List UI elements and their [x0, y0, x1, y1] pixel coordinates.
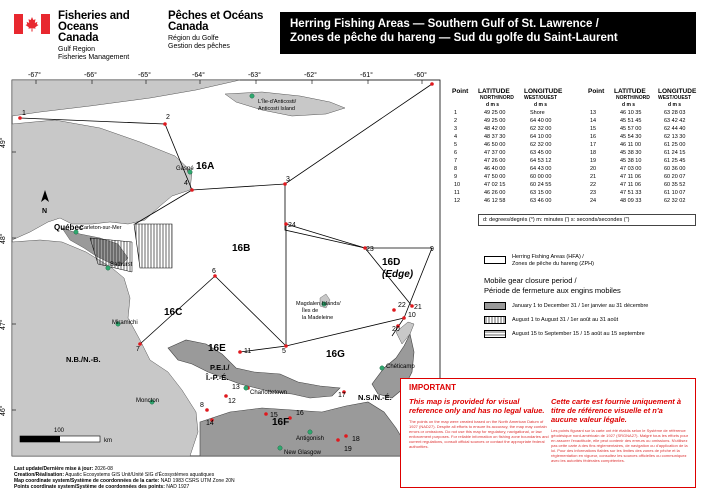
table-cell-lon: 62 32 00 — [530, 142, 552, 148]
map-title-en: Herring Fishing Areas — Southern Gulf of St. Lawrence / — [290, 18, 599, 30]
table-cell-lat: 45 54 30 — [620, 134, 642, 140]
table-cell-lon: 64 53 12 — [530, 158, 552, 164]
th-lat-right: LATITUDE — [614, 88, 646, 95]
table-cell-point: 15 — [590, 126, 597, 132]
table-cell-lat: 46 26 00 — [484, 190, 506, 196]
label-nb: N.B./N.-B. — [66, 355, 101, 364]
footer-pointscrs-value: NAD 1927 — [166, 484, 190, 490]
table-cell-point: 14 — [590, 118, 597, 124]
area-16F: 16F — [272, 417, 290, 428]
table-cell-point: 21 — [590, 174, 597, 180]
point-label-4: 4 — [184, 180, 188, 187]
point-label-23: 23 — [366, 246, 374, 253]
point-label-22: 22 — [398, 302, 406, 309]
north-arrow-label: N — [42, 208, 48, 215]
table-cell-lon: 60 36 00 — [664, 166, 686, 172]
footer-creation-value: Aquatic Ecosystems GIS Unit/Unité SIG d'Écosystèmes aquatiques — [65, 472, 215, 478]
point-label-6: 6 — [212, 268, 216, 275]
point-label-18: 18 — [352, 436, 360, 443]
agency-name-fr-line2: Canada — [168, 21, 209, 33]
lon-tick-7: -61° — [360, 72, 373, 79]
region-en: Gulf Region — [58, 46, 95, 53]
th-lon-left: LONGITUDE — [524, 88, 563, 95]
closure-zone-vertical-hatch — [134, 224, 172, 268]
lon-tick-6: -62° — [304, 72, 317, 79]
scale-unit: km — [104, 438, 112, 444]
table-cell-lon: 60 24 55 — [530, 182, 552, 188]
th-dms-right-lat: d m s — [622, 102, 636, 108]
point-label-8: 8 — [200, 402, 204, 409]
branch-en: Fisheries Management — [58, 54, 130, 61]
lon-tick-5: -63° — [248, 72, 261, 79]
area-16B: 16B — [232, 243, 251, 254]
table-cell-lon: 62 32 02 — [664, 198, 686, 204]
footer-mapcrs-label: Map coordinate system/Système de coordonnées de la carte: — [14, 478, 160, 484]
point-label-1: 1 — [22, 110, 26, 117]
legend-closure-3-label: August 15 to September 15 / 15 août au 15 septembre — [512, 331, 645, 337]
table-cell-point: 11 — [454, 190, 460, 196]
lat-tick-49: 49° — [0, 137, 7, 148]
table-cell-lon: 63 46 00 — [530, 198, 552, 204]
lat-tick-46: 46° — [0, 405, 7, 416]
table-cell-lat: 49 25 00 — [484, 110, 506, 116]
table-cell-lat: 45 38 10 — [620, 158, 642, 164]
important-main-fr: Cette carte est fournie uniquement à titre de référence visuelle et n'a aucune valeur légale. — [551, 397, 682, 424]
th-point-left: Point — [452, 88, 469, 95]
table-cell-point: 13 — [590, 110, 597, 116]
lat-tick-47: 47° — [0, 319, 7, 330]
table-cell-lat: 47 11 06 — [620, 174, 642, 180]
point-label-20: 20 — [392, 326, 400, 333]
area-16C: 16C — [164, 307, 183, 318]
table-cell-lon: 63 28 03 — [664, 110, 686, 116]
table-cell-lat: 47 37 00 — [484, 150, 506, 156]
legend-hfa-label-2: Zones de pêche du hareng (ZPH) — [512, 261, 594, 267]
table-cell-lat: 46 10 35 — [620, 110, 642, 116]
label-anticosti-1: L'Île-d'Anticosti/ — [258, 99, 297, 105]
table-cell-point: 17 — [590, 142, 597, 148]
lon-tick-2: -66° — [84, 72, 97, 79]
th-dms-left-lon: d m s — [534, 102, 548, 108]
th-dms-right-lon: d m s — [668, 102, 682, 108]
label-anticosti-2: Anticosti Island — [258, 106, 295, 112]
label-magdalen-3: la Madeleine — [302, 315, 334, 321]
area-16D: 16D — [382, 257, 401, 268]
table-cell-lon: 63 15 00 — [530, 190, 552, 196]
area-16D-edge: (Edge) — [382, 269, 414, 280]
table-cell-point: 18 — [590, 150, 597, 156]
table-cell-point: 22 — [590, 182, 597, 188]
label-pei-2: Î.-P.-É. — [206, 373, 229, 382]
table-cell-lon: 61 24 15 — [664, 150, 686, 156]
table-cell-point: 24 — [590, 198, 597, 204]
table-cell-lon: 63 42 42 — [664, 118, 686, 124]
units-note: d: degrees/degrés (°) m: minutes (') s: seconds/secondes (") — [478, 214, 696, 226]
scale-bar — [20, 436, 100, 442]
table-cell-point: 6 — [454, 150, 458, 156]
important-small-fr: Les points figurant sur la carte ont été établis selon le Système de référence géodésique nord-américain de 1927 (SRGNA27). Malgré tous les efforts pour en assurer l'exactitude, elle peut contenir des erreurs ou omissions. N'utilisez pas cette carte à des fins réglementaires, de navigation ou d'application de la loi. Pour des informations fiables sur les limites des zones de pêche et la réglementation en vigueur, consultez les sources officielles ou communiquez avec les autorités fédérales compétentes. — [551, 428, 689, 463]
table-cell-lat: 49 25 00 — [484, 118, 506, 124]
legend — [478, 246, 698, 346]
table-cell-lon: 64 43 00 — [530, 166, 552, 172]
agency-english — [58, 11, 158, 62]
label-gaspe: Gaspé — [176, 166, 194, 172]
important-en — [409, 383, 549, 449]
legend-hfa-swatch — [484, 256, 506, 264]
th-lat-sub-left: NORTH/NORD — [480, 95, 514, 101]
th-lat-left: LATITUDE — [478, 88, 510, 95]
th-lat-sub-right: NORTH/NORD — [616, 95, 650, 101]
label-carleton: Carleton-sur-Mer — [80, 225, 122, 231]
agency-name-en-line2: Canada — [58, 32, 99, 44]
footer-updated-label: Last update/Dernière mise à jour: — [14, 466, 94, 472]
label-magdalen-1: Magdalen Islands/ — [296, 301, 341, 307]
table-cell-lon: 61 10 07 — [664, 190, 686, 196]
label-cheticamp: Chéticamp — [386, 364, 415, 370]
table-cell-lon: 60 35 52 — [664, 182, 686, 188]
legend-dense-swatch — [484, 302, 506, 310]
important-fr — [551, 383, 691, 463]
footer — [14, 466, 394, 490]
map-header — [8, 6, 696, 61]
point-label-5: 5 — [282, 348, 286, 355]
legend-vertical-swatch — [484, 316, 506, 324]
table-cell-point: 4 — [454, 134, 458, 140]
lon-tick-3: -65° — [138, 72, 151, 79]
lon-tick-4: -64° — [192, 72, 205, 79]
lon-tick-1: -67° — [28, 72, 41, 79]
point-label-7: 7 — [136, 346, 140, 353]
label-antigonish: Antigonish — [296, 436, 325, 442]
table-cell-lat: 46 40 00 — [484, 166, 506, 172]
point-label-14: 14 — [206, 420, 214, 427]
legend-closure-title-1: Mobile gear closure period / — [484, 276, 577, 285]
legend-closure-1-label: January 1 to December 31 / 1er janvier au 31 décembre — [512, 303, 649, 309]
table-cell-lat: 45 51 45 — [620, 118, 642, 124]
label-ns: N.S./N.-É. — [358, 393, 392, 402]
point-label-24: 24 — [288, 222, 296, 229]
table-cell-lat: 47 26 00 — [484, 158, 506, 164]
table-cell-lon: 62 32 00 — [530, 126, 552, 132]
legend-horizontal-swatch — [484, 330, 506, 338]
point-label-19: 19 — [344, 446, 352, 453]
map-title-fr: Zones de pêche du hareng — Sud du golfe du Saint-Laurent — [290, 32, 618, 44]
footer-creation-label: Creation/Réalisation: — [14, 472, 65, 478]
table-cell-point: 9 — [454, 174, 458, 180]
legend-closure-title-2: Période de fermeture aux engins mobiles — [484, 286, 621, 295]
label-bathurst: Bathurst — [110, 262, 133, 268]
table-cell-point: 8 — [454, 166, 458, 172]
point-label-3: 3 — [286, 176, 290, 183]
important-main-en: This map is provided for visual reference only and has no legal value. — [409, 397, 545, 415]
table-cell-lat: 46 11 00 — [620, 142, 642, 148]
point-label-12: 12 — [228, 398, 236, 405]
table-cell-lon: 60 00 00 — [530, 174, 552, 180]
table-cell-lat: 47 50 00 — [484, 174, 506, 180]
label-new-glasgow: New Glasgow — [284, 450, 322, 456]
agency-name-en-line1: Fisheries and Oceans — [58, 10, 130, 33]
label-charlottetown: Charlottetown — [250, 390, 288, 396]
table-cell-point: 3 — [454, 126, 458, 132]
footer-updated-value: 2026-08 — [94, 466, 113, 472]
point-label-17: 17 — [338, 392, 346, 399]
legend-hfa-label-1: Herring Fishing Areas (HFA) / — [512, 254, 584, 260]
th-point-right: Point — [588, 88, 605, 95]
table-cell-lat: 47 02 15 — [484, 182, 506, 188]
table-cell-point: 12 — [454, 198, 461, 204]
canada-flag-icon — [14, 14, 50, 34]
label-miramichi: Miramichi — [112, 320, 138, 326]
th-lon-sub-right: WEST/OUEST — [658, 95, 692, 101]
agency-french — [168, 11, 268, 51]
th-dms-left-lat: d m s — [486, 102, 500, 108]
legend-closure-2-label: August 1 to August 31 / 1er août au 31 août — [512, 317, 619, 323]
label-moncton: Moncton — [136, 398, 160, 404]
table-cell-point: 1 — [454, 110, 458, 116]
points-table — [448, 86, 702, 222]
table-cell-point: 7 — [454, 158, 458, 164]
table-cell-lat: 48 09 33 — [620, 198, 642, 204]
footer-mapcrs-value: NAD 1983 CSRS UTM Zone 20N — [160, 478, 235, 484]
table-cell-lat: 46 12 58 — [484, 198, 506, 204]
table-cell-lon: 64 10 00 — [530, 134, 552, 140]
area-16A: 16A — [196, 161, 215, 172]
map-title — [280, 12, 696, 54]
area-16G: 16G — [326, 349, 345, 360]
table-cell-lat: 48 42 00 — [484, 126, 506, 132]
table-cell-lon: 62 44 40 — [664, 126, 686, 132]
point-label-10: 10 — [408, 312, 416, 319]
table-cell-point: 10 — [454, 182, 461, 188]
th-lon-right: LONGITUDE — [658, 88, 697, 95]
table-cell-lat: 48 37 30 — [484, 134, 506, 140]
footer-pointscrs-label: Points coordinate system/Système de coordonnées des points: — [14, 484, 165, 490]
table-cell-lon: Shore — [530, 110, 545, 116]
table-cell-lon: 61 25 00 — [664, 142, 686, 148]
label-pei-1: P.E.I./ — [210, 363, 230, 372]
branch-fr: Gestion des pêches — [168, 43, 230, 50]
table-cell-lat: 45 38 30 — [620, 150, 642, 156]
label-magdalen-2: Îles de — [302, 308, 319, 314]
agency-identifier — [58, 10, 276, 61]
point-label-13: 13 — [232, 384, 240, 391]
table-cell-lon: 63 45 00 — [530, 150, 552, 156]
label-quebec: Québec — [54, 223, 84, 232]
important-title: IMPORTANT — [409, 383, 456, 392]
point-label-9: 9 — [430, 246, 434, 253]
important-small-en: The points on the map were created based on the North American Datum of 1927 (NAD27). Despite all efforts to ensure its accuracy, the map may contain errors or omissions. Do not use this map for regulatory, navigational, or law enforcement purposes. For reliable information on fishing zone boundaries and current regulations, consult official sources or contact the appropriate federal authorities. — [409, 419, 549, 449]
agency-name-fr-line1: Pêches et Océans — [168, 10, 264, 22]
table-cell-lon: 64 40 00 — [530, 118, 552, 124]
scale-value: 100 — [54, 428, 65, 434]
table-cell-point: 5 — [454, 142, 458, 148]
table-cell-lat: 47 11 06 — [620, 182, 642, 188]
region-fr: Région du Golfe — [168, 35, 219, 42]
point-label-15: 15 — [270, 412, 278, 419]
table-cell-lat: 47 51 33 — [620, 190, 642, 196]
table-cell-point: 20 — [590, 166, 597, 172]
area-16E: 16E — [208, 343, 226, 354]
lon-tick-8: -60° — [414, 72, 427, 79]
point-label-21: 21 — [414, 304, 422, 311]
table-cell-point: 16 — [590, 134, 597, 140]
th-lon-sub-left: WEST/OUEST — [524, 95, 558, 101]
table-cell-lon: 60 20 07 — [664, 174, 686, 180]
point-label-11: 11 — [244, 348, 252, 355]
table-cell-lat: 45 57 00 — [620, 126, 642, 132]
point-label-16: 16 — [296, 410, 304, 417]
point-label-2: 2 — [166, 114, 170, 121]
table-cell-point: 19 — [590, 158, 597, 164]
lat-tick-48: 48° — [0, 233, 7, 244]
table-cell-lon: 61 25 45 — [664, 158, 686, 164]
important-notice — [400, 378, 696, 488]
table-cell-lon: 62 13 30 — [664, 134, 686, 140]
table-cell-point: 23 — [590, 190, 597, 196]
table-cell-lat: 46 50 00 — [484, 142, 506, 148]
table-cell-lat: 47 03 00 — [620, 166, 642, 172]
table-cell-point: 2 — [454, 118, 458, 124]
